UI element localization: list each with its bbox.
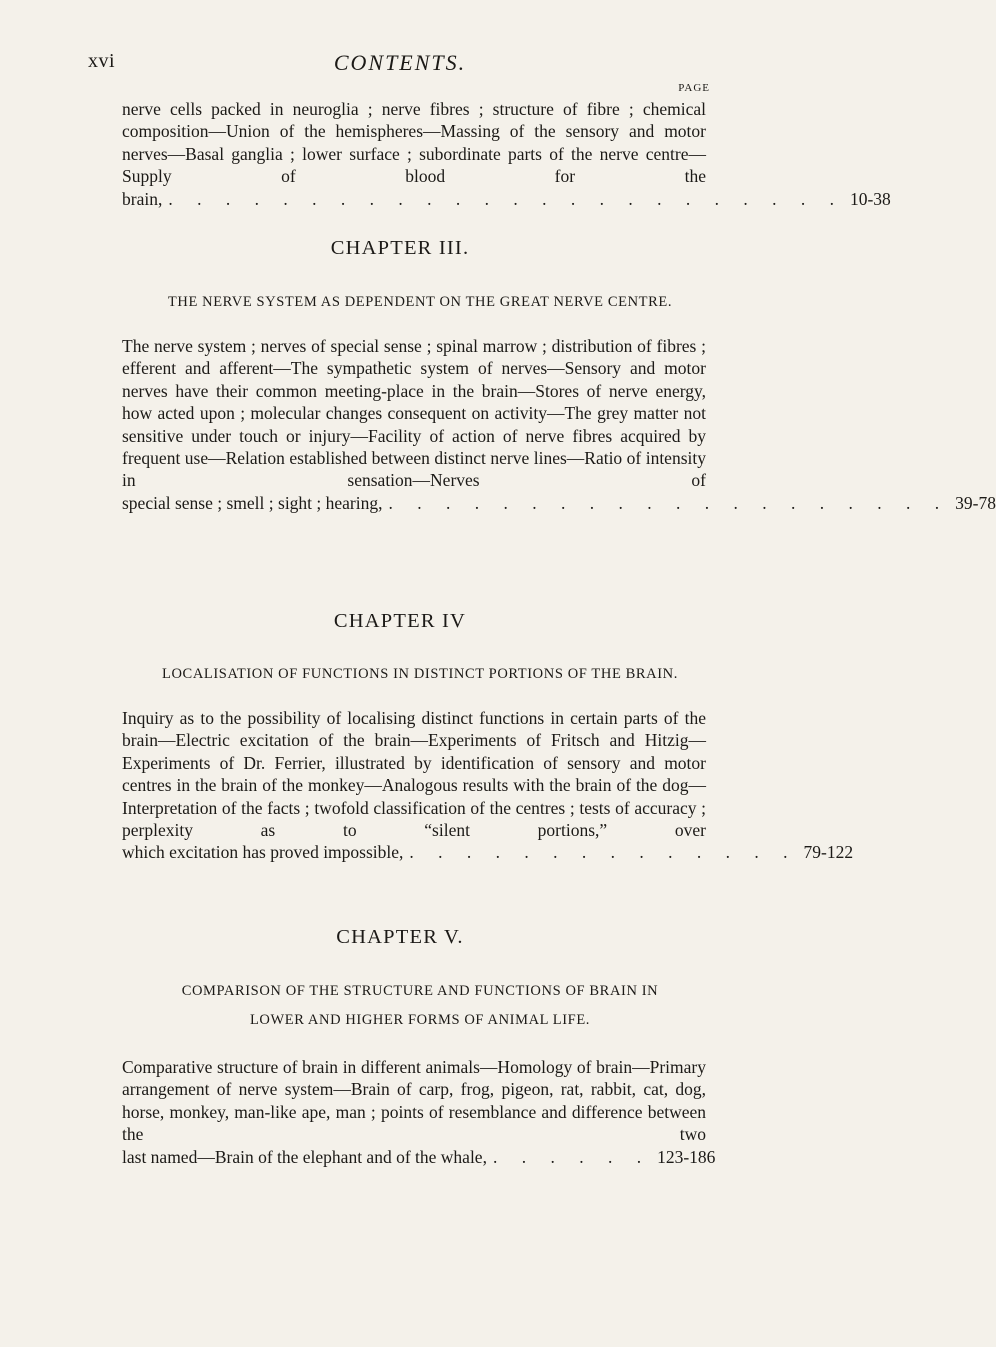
leader-dots: . . . . . . . . . . . . . . bbox=[409, 842, 798, 863]
chapter3-leader-line bbox=[122, 492, 996, 514]
chapter2-text: nerve cells packed in neuroglia ; nerve fibres ; structure of fibre ; chemical composition—Union of the hemispheres—Massing of the sensory and motor nerves—Basal ganglia ; lower surface ; subordinate parts of the nerve centre—Supply of blood for the bbox=[122, 99, 706, 187]
page-number: xvi bbox=[88, 50, 116, 72]
chapter2-leader-line bbox=[122, 188, 891, 210]
chapter4-subtitle: LOCALISATION OF FUNCTIONS IN DISTINCT PORTIONS OF THE BRAIN. bbox=[162, 666, 678, 682]
chapter5-subtitle-line1: COMPARISON OF THE STRUCTURE AND FUNCTIONS OF BRAIN IN bbox=[181, 983, 659, 999]
chapter4-leader-line bbox=[122, 841, 854, 863]
chapter3-last-line: special sense ; smell ; sight ; hearing, bbox=[122, 492, 383, 513]
chapter4-text: Inquiry as to the possibility of localising distinct functions in certain parts of the brain—Electric excitation of the brain—Experiments of Fritsch and Hitzig—Experiments of Dr. Ferrier, illustrated by identification of sensory and motor centres in the brain of the monkey—Analogous results with the brain of the dog—Interpretation of the facts ; twofold classification of the centres ; tests of accuracy ; perplexity as to “silent portions,” over bbox=[122, 708, 706, 841]
chapter5-last-line: last named—Brain of the elephant and of the whale, bbox=[122, 1146, 487, 1167]
chapter2-entry bbox=[122, 98, 891, 210]
chapter4-last-line: which excitation has proved impossible, bbox=[122, 842, 404, 863]
leader-dots: . . . . . . . . . . . . . . . . . . . . . . . . bbox=[168, 188, 844, 209]
chapter3-text: The nerve system ; nerves of special sense ; spinal marrow ; distribution of fibres ; efferent and afferent—The sympathetic system of nerves—Sensory and motor nerves have their common meeting-place in the brain—Stores of nerve energy, how acted upon ; molecular changes consequent on activity—The grey matter not sensitive under touch or injury—Facility of action of nerve fibres acquired by frequent use—Relation established between distinct nerve lines—Ratio of intensity in sensation—Nerves of bbox=[122, 336, 706, 491]
chapter5-subtitle-line2: LOWER AND HIGHER FORMS OF ANIMAL LIFE. bbox=[249, 1012, 591, 1028]
chapter4-entry bbox=[122, 707, 854, 864]
chapter4-heading: CHAPTER IV bbox=[333, 610, 467, 632]
chapter3-pages: 39-78 bbox=[955, 492, 996, 513]
page-column-label: PAGE bbox=[678, 82, 710, 94]
leader-dots: . . . . . . bbox=[492, 1146, 652, 1167]
chapter5-leader-line bbox=[122, 1146, 716, 1168]
leader-dots: . . . . . . . . . . . . . . . . . . . . bbox=[388, 492, 950, 513]
chapter2-pages: 10-38 bbox=[849, 188, 891, 209]
chapter3-entry bbox=[122, 335, 996, 514]
chapter3-subtitle: THE NERVE SYSTEM AS DEPENDENT ON THE GREAT NERVE CENTRE. bbox=[167, 294, 673, 310]
chapter4-pages: 79-122 bbox=[803, 842, 854, 863]
running-title: CONTENTS. bbox=[333, 50, 467, 75]
chapter5-pages: 123-186 bbox=[657, 1146, 716, 1167]
chapter2-last-line: brain, bbox=[122, 188, 163, 209]
chapter3-heading: CHAPTER III. bbox=[330, 237, 470, 259]
chapter5-entry bbox=[122, 1056, 716, 1168]
chapter5-heading: CHAPTER V. bbox=[336, 926, 464, 948]
running-head bbox=[0, 50, 800, 80]
chapter5-text: Comparative structure of brain in different animals—Homology of brain—Primary arrangement of nerve system—Brain of carp, frog, pigeon, rat, rabbit, cat, dog, horse, monkey, man-like ape, man ; points of resemblance and difference between the two bbox=[122, 1057, 706, 1145]
